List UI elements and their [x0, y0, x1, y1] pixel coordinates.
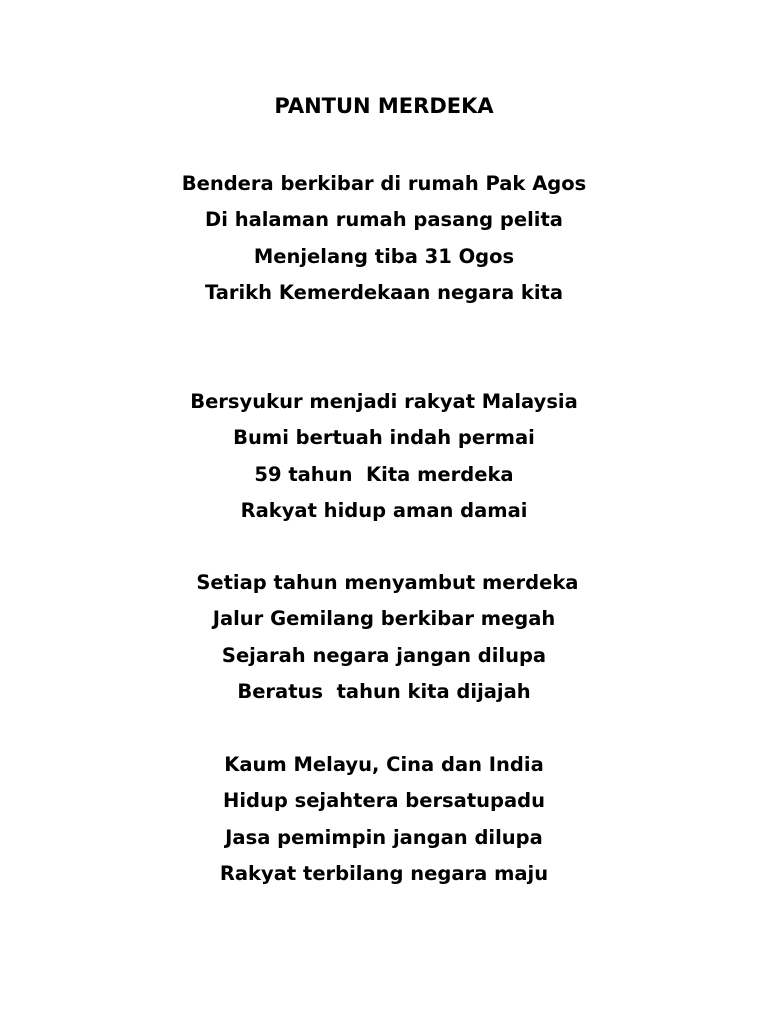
poem-line: Bumi bertuah indah permai	[233, 426, 535, 450]
stanza-3	[0, 565, 768, 710]
poem-line: Hidup sejahtera bersatupadu	[223, 789, 545, 813]
poem-line: Setiap tahun menyambut merdeka	[189, 571, 579, 594]
poem-line: Kaum Melayu, Cina dan India	[224, 753, 544, 776]
poem-line: 59 tahun Kita merdeka	[254, 462, 514, 486]
stanza-2	[0, 384, 768, 529]
stanza-1	[0, 166, 768, 311]
poem-line: Sejarah negara jangan dilupa	[221, 643, 547, 667]
poem-line: Bendera berkibar di rumah Pak Agos	[181, 172, 587, 195]
poem-line: Beratus tahun kita dijajah	[237, 679, 531, 703]
poem-line: Jalur Gemilang berkibar megah	[212, 607, 556, 631]
poem-line: Rakyat terbilang negara maju	[219, 861, 549, 885]
poem-line: Menjelang tiba 31 Ogos	[253, 244, 515, 268]
poem-line: Di halaman rumah pasang pelita	[205, 208, 563, 232]
poem-line: Rakyat hidup aman damai	[240, 498, 528, 522]
poem-line: Bersyukur menjadi rakyat Malaysia	[190, 390, 578, 413]
poem-line: Tarikh Kemerdekaan negara kita	[204, 280, 564, 304]
stanza-4	[0, 747, 768, 892]
poem-line: Jasa pemimpin jangan dilupa	[225, 825, 543, 849]
poem-title: PANTUN MERDEKA	[274, 94, 494, 118]
